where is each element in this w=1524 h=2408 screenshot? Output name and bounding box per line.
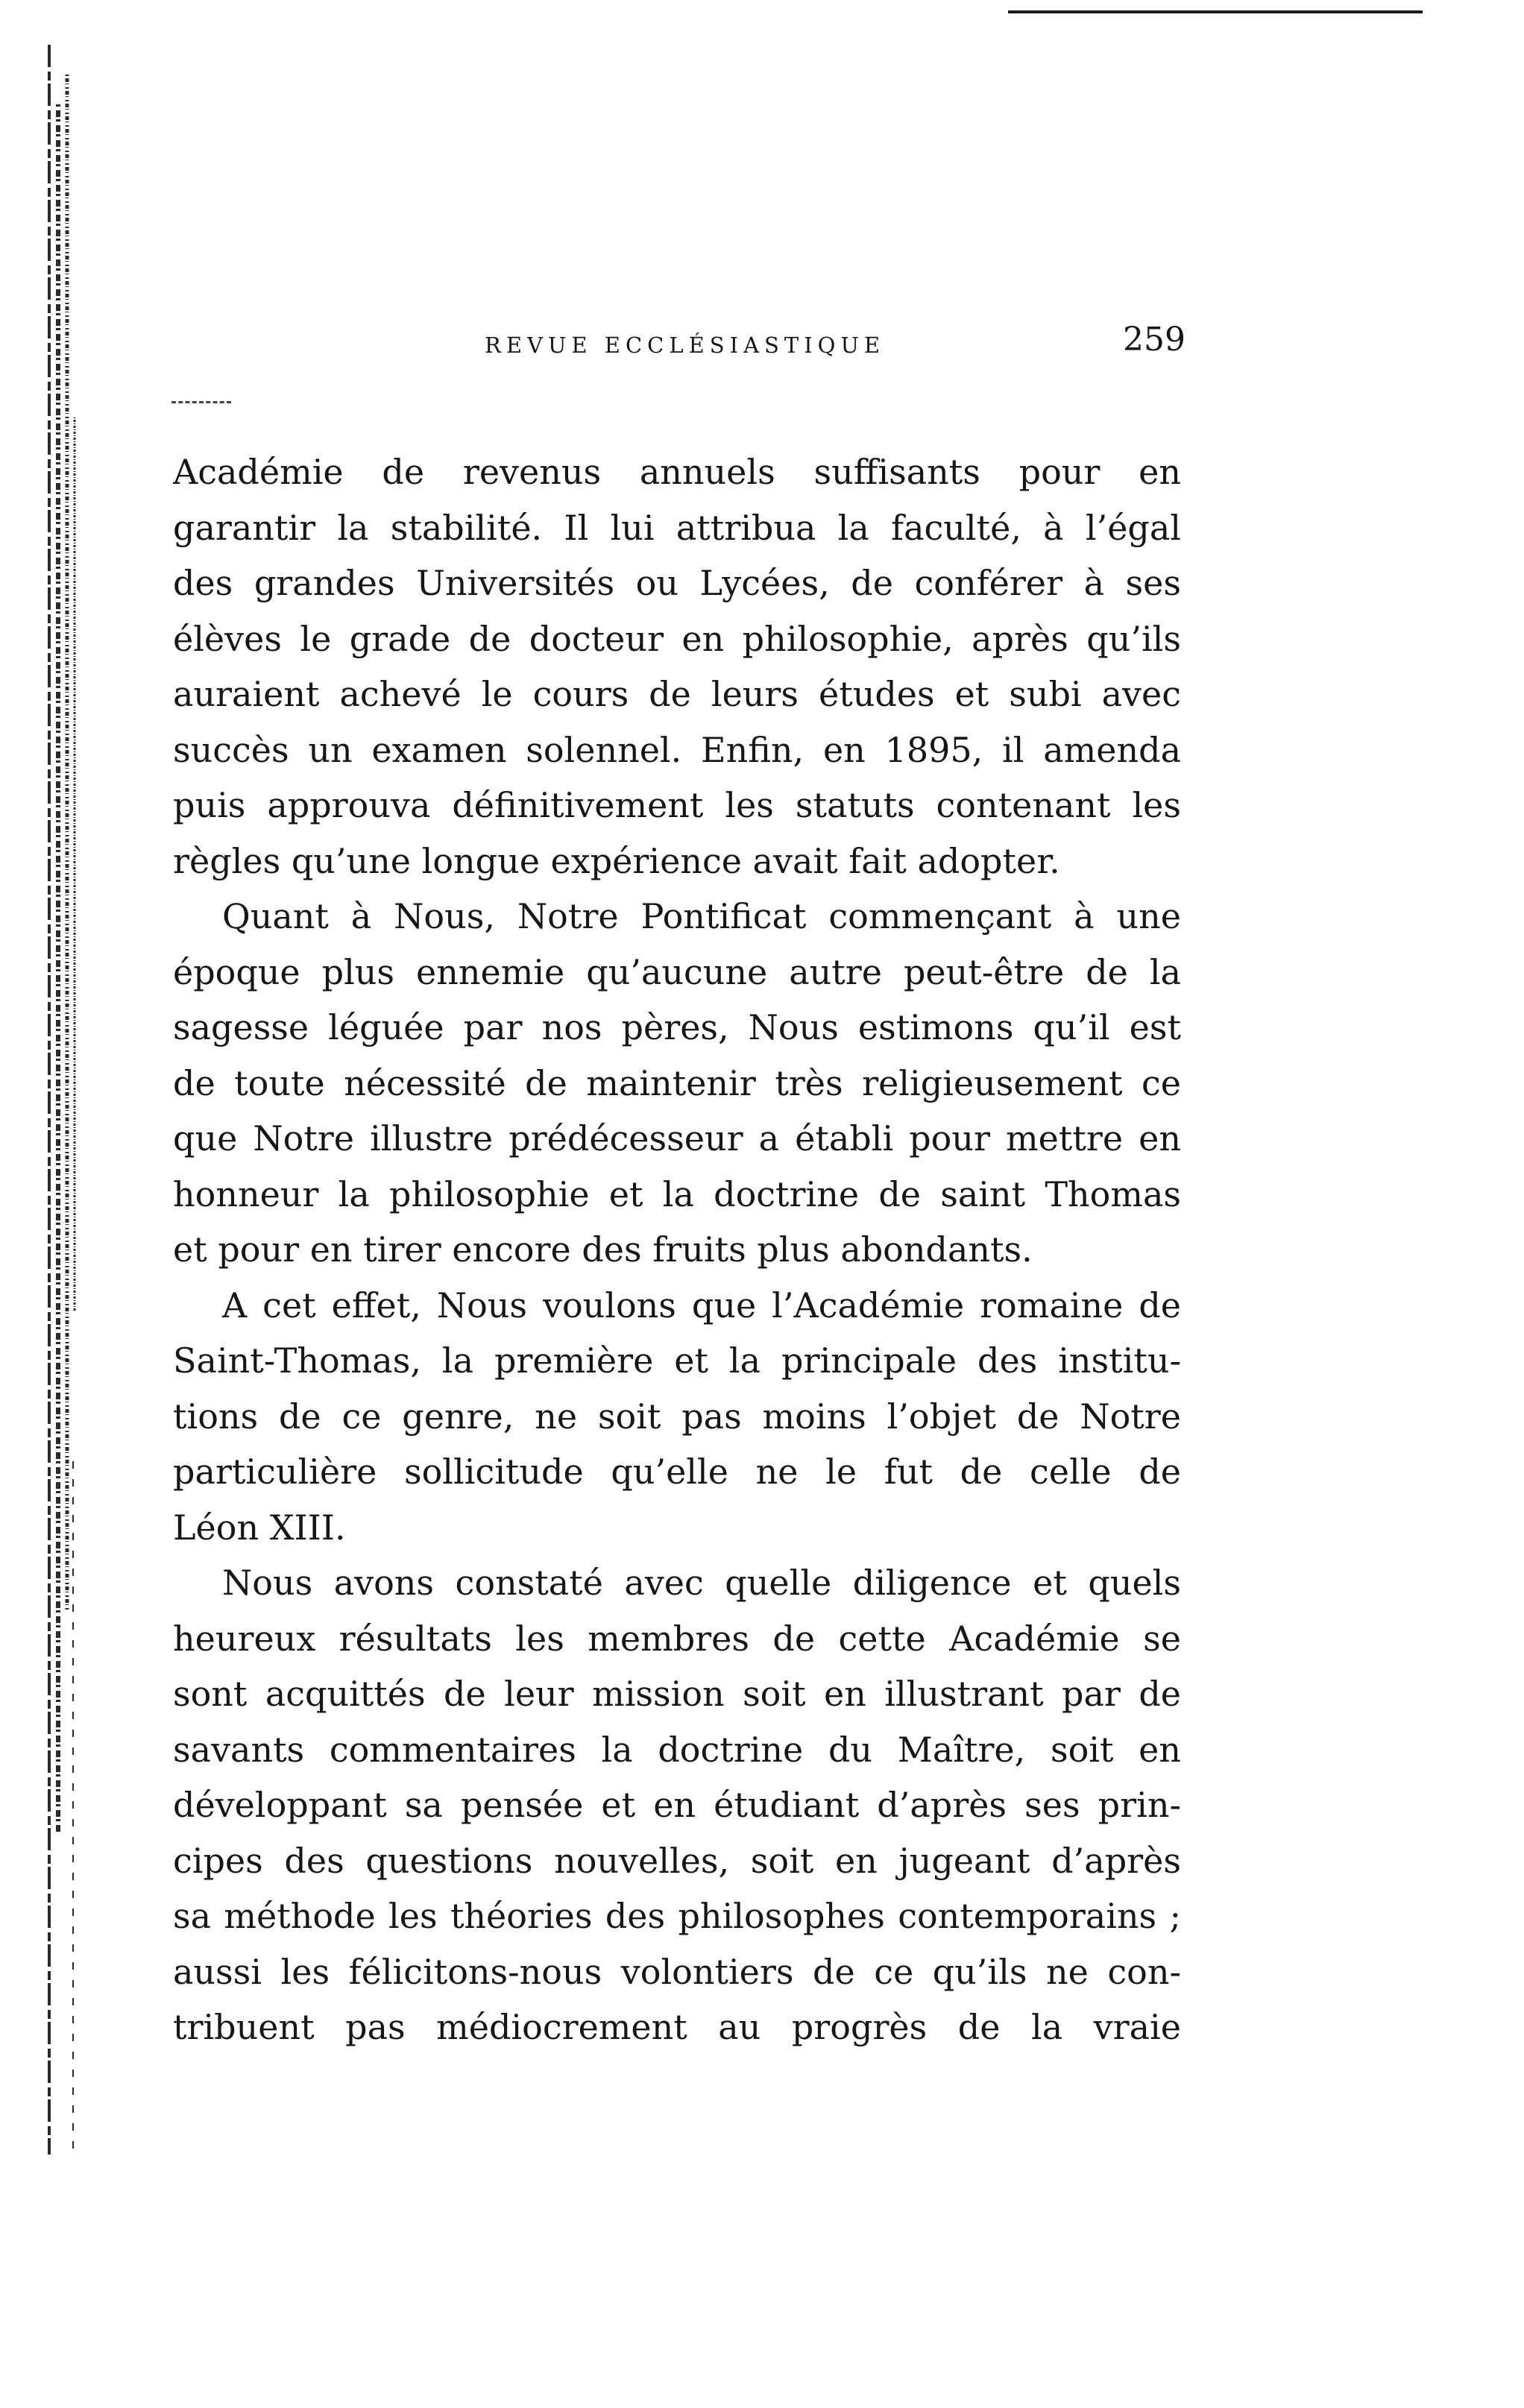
text-line: et pour en tirer encore des fruits plus abondants. [173, 1229, 1033, 1270]
running-header [171, 321, 1185, 373]
text-line: aussi les félicitons-nous volontiers de ce qu’ils ne con- [173, 1951, 1181, 1992]
text-line: sa méthode les théories des philosophes contemporains ; [173, 1896, 1181, 1936]
page-number: 259 [1123, 321, 1185, 359]
text-line: A cet effet, Nous voulons que l’Académie romaine de [222, 1285, 1181, 1326]
text-line: heureux résultats les membres de cette Académie se [173, 1618, 1181, 1659]
running-title: REVUE ECCLÉSIASTIQUE [485, 332, 886, 358]
text-line: tions de ce genre, ne soit pas moins l’objet de Notre [173, 1396, 1181, 1437]
paragraph [173, 889, 1181, 1278]
text-line: savants commentaires la doctrine du Maître, soit en [173, 1729, 1181, 1770]
top-rule [1008, 10, 1423, 13]
text-line: cipes des questions nouvelles, soit en jugeant d’après [173, 1840, 1181, 1881]
text-line: époque plus ennemie qu’aucune autre peut-être de la [173, 951, 1181, 992]
text-line: élèves le grade de docteur en philosophie, après qu’ils [173, 618, 1181, 659]
text-line: règles qu’une longue expérience avait fait adopter. [173, 840, 1060, 881]
text-line: sagesse léguée par nos pères, Nous estimons qu’il est [173, 1007, 1181, 1047]
paragraph [173, 444, 1181, 889]
text-line: tribuent pas médiocrement au progrès de la vraie [173, 2007, 1181, 2047]
text-line: Académie de revenus annuels suffisants pour en [173, 452, 1181, 492]
text-line: Léon XIII. [173, 1507, 346, 1548]
text-line: Saint-Thomas, la première et la principale des institu- [173, 1340, 1181, 1381]
text-line: Nous avons constaté avec quelle diligence et quels [222, 1563, 1181, 1603]
text-line: Quant à Nous, Notre Pontificat commençant à une [222, 896, 1181, 936]
text-line: garantir la stabilité. Il lui attribua la faculté, à l’égal [173, 507, 1181, 548]
header-dashes [171, 401, 231, 406]
text-line: auraient achevé le cours de leurs études et subi avec [173, 674, 1181, 714]
text-line: particulière sollicitude qu’elle ne le fut de celle de [173, 1452, 1181, 1492]
binding-edge-scan-artifact [39, 45, 82, 2155]
text-line: honneur la philosophie et la doctrine de saint Thomas [173, 1173, 1181, 1214]
body-text [173, 444, 1181, 2055]
text-line: succès un examen solennel. Enfin, en 1895, il amenda [173, 729, 1181, 770]
text-line: développant sa pensée et en étudiant d’après ses prin- [173, 1785, 1181, 1825]
text-line: de toute nécessité de maintenir très religieusement ce [173, 1062, 1181, 1103]
text-line: sont acquittés de leur mission soit en illustrant par de [173, 1674, 1181, 1714]
text-line: que Notre illustre prédécesseur a établi pour mettre en [173, 1118, 1181, 1159]
text-line: puis approuva définitivement les statuts contenant les [173, 785, 1181, 825]
text-line: des grandes Universités ou Lycées, de conférer à ses [173, 563, 1181, 603]
paragraph [173, 1555, 1181, 2055]
paragraph [173, 1278, 1181, 1556]
